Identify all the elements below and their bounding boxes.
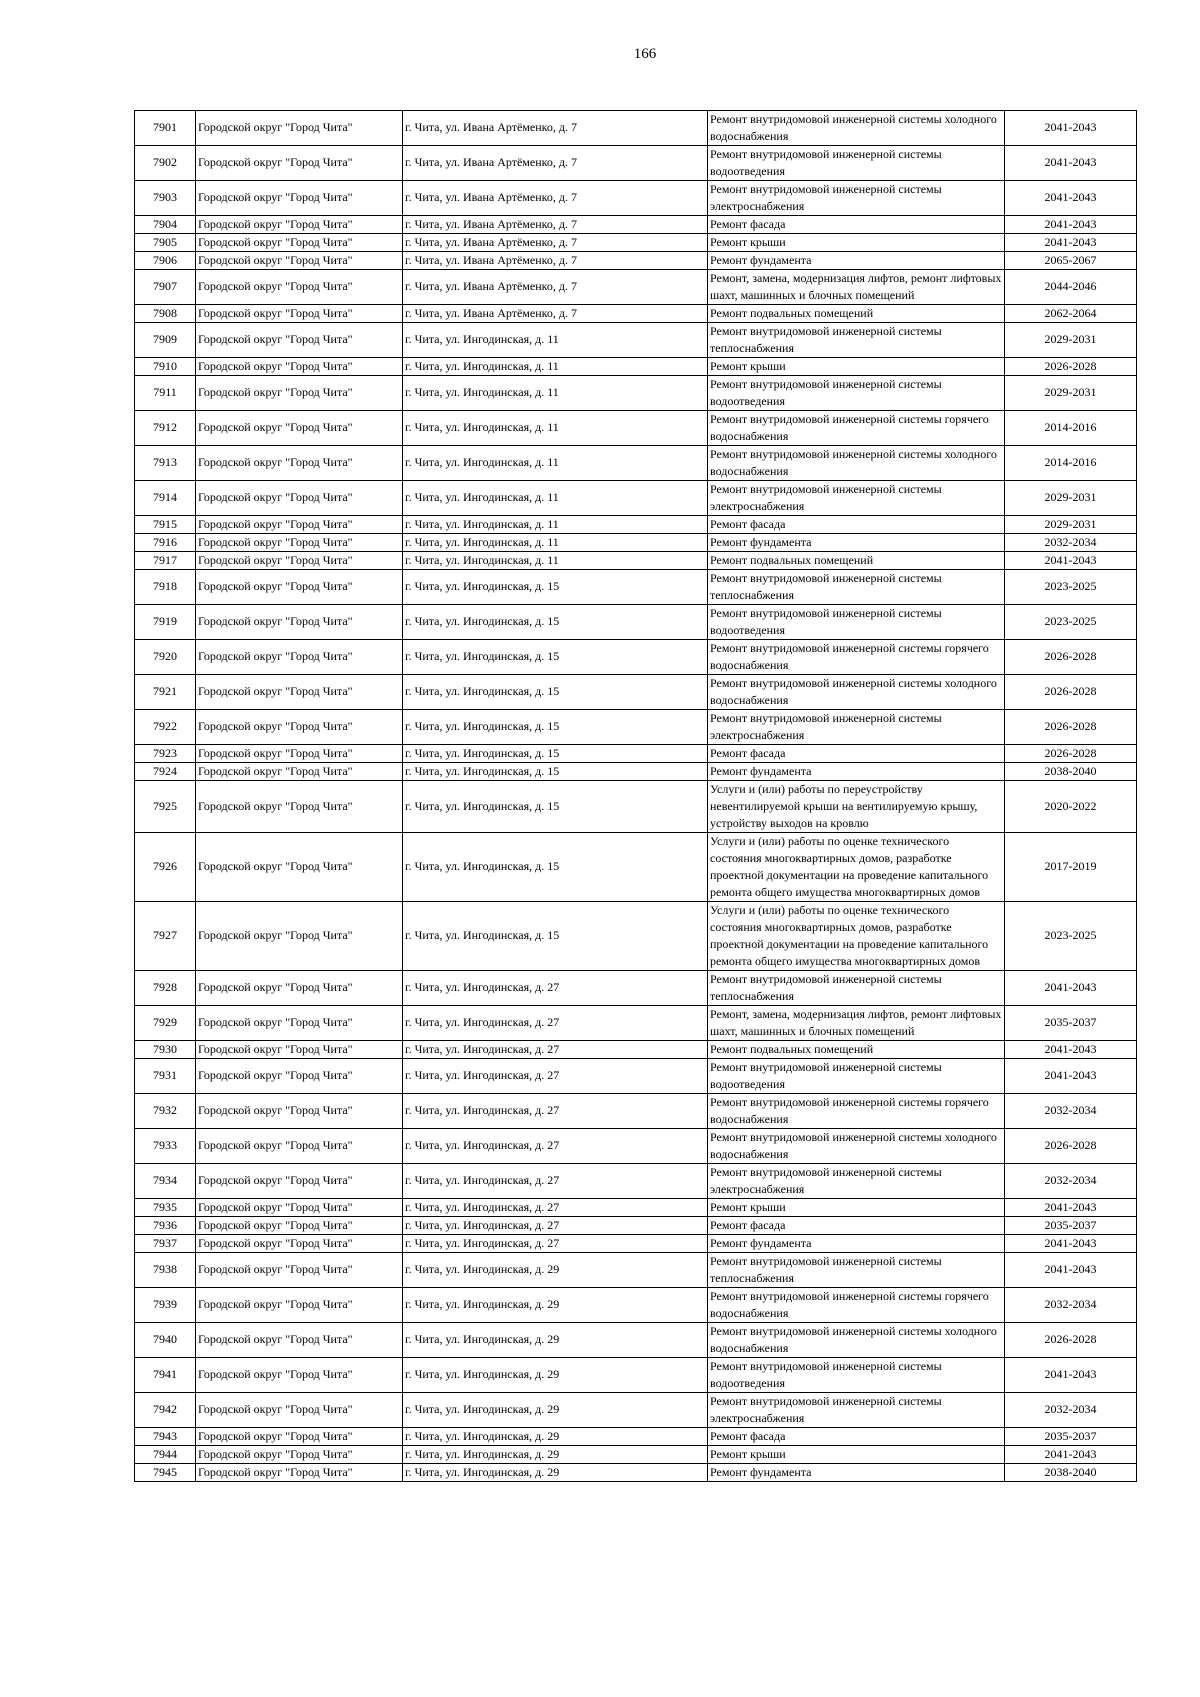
municipality-cell: Городской округ "Город Чита"	[196, 234, 403, 252]
years-cell: 2023-2025	[1005, 902, 1137, 971]
years-cell: 2041-2043	[1005, 216, 1137, 234]
years-cell: 2014-2016	[1005, 411, 1137, 446]
municipality-cell: Городской округ "Город Чита"	[196, 1464, 403, 1482]
municipality-cell: Городской округ "Город Чита"	[196, 781, 403, 833]
work-type-cell: Ремонт внутридомовой инженерной системы электроснабжения	[708, 1393, 1005, 1428]
address-cell: г. Чита, ул. Ингодинская, д. 27	[403, 1006, 708, 1041]
address-cell: г. Чита, ул. Ингодинская, д. 15	[403, 710, 708, 745]
address-cell: г. Чита, ул. Ивана Артёменко, д. 7	[403, 305, 708, 323]
work-type-cell: Ремонт фундамента	[708, 763, 1005, 781]
table-row	[135, 376, 1137, 411]
address-cell: г. Чита, ул. Ингодинская, д. 11	[403, 516, 708, 534]
years-cell: 2023-2025	[1005, 570, 1137, 605]
table-row	[135, 1253, 1137, 1288]
years-cell: 2041-2043	[1005, 234, 1137, 252]
row-number: 7928	[135, 971, 196, 1006]
address-cell: г. Чита, ул. Ингодинская, д. 27	[403, 1059, 708, 1094]
municipality-cell: Городской округ "Город Чита"	[196, 216, 403, 234]
table-row	[135, 252, 1137, 270]
municipality-cell: Городской округ "Город Чита"	[196, 270, 403, 305]
years-cell: 2032-2034	[1005, 1393, 1137, 1428]
work-type-cell: Ремонт внутридомовой инженерной системы теплоснабжения	[708, 570, 1005, 605]
address-cell: г. Чита, ул. Ингодинская, д. 15	[403, 640, 708, 675]
row-number: 7920	[135, 640, 196, 675]
address-cell: г. Чита, ул. Ингодинская, д. 27	[403, 1199, 708, 1217]
years-cell: 2026-2028	[1005, 710, 1137, 745]
years-cell: 2029-2031	[1005, 376, 1137, 411]
municipality-cell: Городской округ "Город Чита"	[196, 1358, 403, 1393]
work-type-cell: Ремонт подвальных помещений	[708, 552, 1005, 570]
work-type-cell: Ремонт внутридомовой инженерной системы теплоснабжения	[708, 323, 1005, 358]
work-type-cell: Ремонт крыши	[708, 1446, 1005, 1464]
address-cell: г. Чита, ул. Ингодинская, д. 29	[403, 1393, 708, 1428]
municipality-cell: Городской округ "Город Чита"	[196, 552, 403, 570]
municipality-cell: Городской округ "Город Чита"	[196, 745, 403, 763]
municipality-cell: Городской округ "Город Чита"	[196, 605, 403, 640]
work-type-cell: Ремонт внутридомовой инженерной системы холодного водоснабжения	[708, 111, 1005, 146]
work-type-cell: Ремонт, замена, модернизация лифтов, ремонт лифтовых шахт, машинных и блочных помещений	[708, 1006, 1005, 1041]
table-row	[135, 552, 1137, 570]
table-row	[135, 1217, 1137, 1235]
address-cell: г. Чита, ул. Ивана Артёменко, д. 7	[403, 252, 708, 270]
table-row	[135, 516, 1137, 534]
work-type-cell: Ремонт внутридомовой инженерной системы водоотведения	[708, 1358, 1005, 1393]
municipality-cell: Городской округ "Город Чита"	[196, 1164, 403, 1199]
table-row	[135, 1059, 1137, 1094]
row-number: 7929	[135, 1006, 196, 1041]
address-cell: г. Чита, ул. Ивана Артёменко, д. 7	[403, 181, 708, 216]
address-cell: г. Чита, ул. Ингодинская, д. 11	[403, 376, 708, 411]
table-row	[135, 902, 1137, 971]
work-type-cell: Ремонт внутридомовой инженерной системы электроснабжения	[708, 1164, 1005, 1199]
work-type-cell: Ремонт внутридомовой инженерной системы электроснабжения	[708, 481, 1005, 516]
work-type-cell: Ремонт крыши	[708, 234, 1005, 252]
row-number: 7922	[135, 710, 196, 745]
row-number: 7924	[135, 763, 196, 781]
work-type-cell: Услуги и (или) работы по оценке технического состояния многоквартирных домов, разработке проектной документации на проведение капитального ремонта общего имущества многоквартирных домов	[708, 833, 1005, 902]
row-number: 7934	[135, 1164, 196, 1199]
address-cell: г. Чита, ул. Ингодинская, д. 15	[403, 745, 708, 763]
address-cell: г. Чита, ул. Ингодинская, д. 15	[403, 763, 708, 781]
work-type-cell: Ремонт фундамента	[708, 534, 1005, 552]
municipality-cell: Городской округ "Город Чита"	[196, 675, 403, 710]
work-type-cell: Ремонт внутридомовой инженерной системы холодного водоснабжения	[708, 1129, 1005, 1164]
years-cell: 2041-2043	[1005, 1446, 1137, 1464]
municipality-cell: Городской округ "Город Чита"	[196, 971, 403, 1006]
address-cell: г. Чита, ул. Ивана Артёменко, д. 7	[403, 111, 708, 146]
row-number: 7902	[135, 146, 196, 181]
address-cell: г. Чита, ул. Ингодинская, д. 29	[403, 1446, 708, 1464]
table-row	[135, 446, 1137, 481]
row-number: 7921	[135, 675, 196, 710]
address-cell: г. Чита, ул. Ивана Артёменко, д. 7	[403, 216, 708, 234]
table-row	[135, 305, 1137, 323]
work-type-cell: Ремонт фундамента	[708, 252, 1005, 270]
work-type-cell: Ремонт внутридомовой инженерной системы водоотведения	[708, 146, 1005, 181]
years-cell: 2023-2025	[1005, 605, 1137, 640]
work-type-cell: Ремонт внутридомовой инженерной системы холодного водоснабжения	[708, 675, 1005, 710]
municipality-cell: Городской округ "Город Чита"	[196, 1217, 403, 1235]
years-cell: 2041-2043	[1005, 1199, 1137, 1217]
address-cell: г. Чита, ул. Ингодинская, д. 15	[403, 781, 708, 833]
years-cell: 2026-2028	[1005, 675, 1137, 710]
years-cell: 2041-2043	[1005, 1041, 1137, 1059]
work-type-cell: Ремонт подвальных помещений	[708, 305, 1005, 323]
table-row	[135, 971, 1137, 1006]
municipality-cell: Городской округ "Город Чита"	[196, 833, 403, 902]
work-type-cell: Ремонт крыши	[708, 358, 1005, 376]
years-cell: 2041-2043	[1005, 1358, 1137, 1393]
address-cell: г. Чита, ул. Ингодинская, д. 27	[403, 1235, 708, 1253]
work-type-cell: Ремонт внутридомовой инженерной системы холодного водоснабжения	[708, 446, 1005, 481]
years-cell: 2029-2031	[1005, 481, 1137, 516]
row-number: 7942	[135, 1393, 196, 1428]
work-type-cell: Ремонт подвальных помещений	[708, 1041, 1005, 1059]
row-number: 7910	[135, 358, 196, 376]
work-type-cell: Ремонт фундамента	[708, 1235, 1005, 1253]
table-row	[135, 1288, 1137, 1323]
table-row	[135, 323, 1137, 358]
table-row	[135, 781, 1137, 833]
table-body	[135, 111, 1137, 1482]
address-cell: г. Чита, ул. Ингодинская, д. 11	[403, 552, 708, 570]
municipality-cell: Городской округ "Город Чита"	[196, 1428, 403, 1446]
address-cell: г. Чита, ул. Ингодинская, д. 11	[403, 446, 708, 481]
years-cell: 2026-2028	[1005, 1129, 1137, 1164]
years-cell: 2026-2028	[1005, 1323, 1137, 1358]
municipality-cell: Городской округ "Город Чита"	[196, 1253, 403, 1288]
municipality-cell: Городской округ "Город Чита"	[196, 902, 403, 971]
municipality-cell: Городской округ "Город Чита"	[196, 305, 403, 323]
municipality-cell: Городской округ "Город Чита"	[196, 1235, 403, 1253]
table-row	[135, 270, 1137, 305]
table-row	[135, 833, 1137, 902]
table-row	[135, 605, 1137, 640]
table-row	[135, 640, 1137, 675]
table-row	[135, 1006, 1137, 1041]
years-cell: 2065-2067	[1005, 252, 1137, 270]
years-cell: 2014-2016	[1005, 446, 1137, 481]
row-number: 7908	[135, 305, 196, 323]
row-number: 7945	[135, 1464, 196, 1482]
table-row	[135, 710, 1137, 745]
row-number: 7904	[135, 216, 196, 234]
years-cell: 2026-2028	[1005, 640, 1137, 675]
table-row	[135, 534, 1137, 552]
row-number: 7926	[135, 833, 196, 902]
table-row	[135, 1446, 1137, 1464]
municipality-cell: Городской округ "Город Чита"	[196, 1129, 403, 1164]
address-cell: г. Чита, ул. Ивана Артёменко, д. 7	[403, 146, 708, 181]
table-row	[135, 1235, 1137, 1253]
row-number: 7933	[135, 1129, 196, 1164]
work-type-cell: Ремонт фундамента	[708, 1464, 1005, 1482]
municipality-cell: Городской округ "Город Чита"	[196, 1199, 403, 1217]
table-row	[135, 181, 1137, 216]
years-cell: 2041-2043	[1005, 146, 1137, 181]
table-row	[135, 358, 1137, 376]
address-cell: г. Чита, ул. Ингодинская, д. 11	[403, 481, 708, 516]
years-cell: 2041-2043	[1005, 1253, 1137, 1288]
years-cell: 2041-2043	[1005, 1059, 1137, 1094]
years-cell: 2041-2043	[1005, 181, 1137, 216]
work-type-cell: Ремонт фасада	[708, 1428, 1005, 1446]
work-type-cell: Ремонт внутридомовой инженерной системы теплоснабжения	[708, 971, 1005, 1006]
table-row	[135, 1464, 1137, 1482]
years-cell: 2026-2028	[1005, 745, 1137, 763]
municipality-cell: Городской округ "Город Чита"	[196, 411, 403, 446]
address-cell: г. Чита, ул. Ингодинская, д. 11	[403, 534, 708, 552]
row-number: 7909	[135, 323, 196, 358]
municipality-cell: Городской округ "Город Чита"	[196, 763, 403, 781]
row-number: 7936	[135, 1217, 196, 1235]
years-cell: 2038-2040	[1005, 1464, 1137, 1482]
work-type-cell: Ремонт внутридомовой инженерной системы горячего водоснабжения	[708, 1288, 1005, 1323]
work-type-cell: Ремонт крыши	[708, 1199, 1005, 1217]
work-type-cell: Ремонт фасада	[708, 216, 1005, 234]
address-cell: г. Чита, ул. Ингодинская, д. 11	[403, 358, 708, 376]
repair-schedule-table	[134, 110, 1137, 1482]
work-type-cell: Ремонт внутридомовой инженерной системы электроснабжения	[708, 710, 1005, 745]
municipality-cell: Городской округ "Город Чита"	[196, 570, 403, 605]
years-cell: 2041-2043	[1005, 111, 1137, 146]
row-number: 7938	[135, 1253, 196, 1288]
municipality-cell: Городской округ "Город Чита"	[196, 1446, 403, 1464]
row-number: 7935	[135, 1199, 196, 1217]
municipality-cell: Городской округ "Город Чита"	[196, 516, 403, 534]
years-cell: 2038-2040	[1005, 763, 1137, 781]
row-number: 7923	[135, 745, 196, 763]
row-number: 7912	[135, 411, 196, 446]
address-cell: г. Чита, ул. Ингодинская, д. 27	[403, 971, 708, 1006]
table-row	[135, 1428, 1137, 1446]
years-cell: 2041-2043	[1005, 552, 1137, 570]
work-type-cell: Ремонт фасада	[708, 1217, 1005, 1235]
address-cell: г. Чита, ул. Ингодинская, д. 15	[403, 902, 708, 971]
table-row	[135, 1358, 1137, 1393]
municipality-cell: Городской округ "Город Чита"	[196, 146, 403, 181]
work-type-cell: Услуги и (или) работы по переустройству невентилируемой крыши на вентилируемую крышу, устройству выходов на кровлю	[708, 781, 1005, 833]
work-type-cell: Ремонт внутридомовой инженерной системы теплоснабжения	[708, 1253, 1005, 1288]
table-row	[135, 146, 1137, 181]
municipality-cell: Городской округ "Город Чита"	[196, 358, 403, 376]
table-row	[135, 675, 1137, 710]
municipality-cell: Городской округ "Город Чита"	[196, 446, 403, 481]
municipality-cell: Городской округ "Город Чита"	[196, 111, 403, 146]
years-cell: 2017-2019	[1005, 833, 1137, 902]
municipality-cell: Городской округ "Город Чита"	[196, 481, 403, 516]
years-cell: 2041-2043	[1005, 971, 1137, 1006]
years-cell: 2041-2043	[1005, 1235, 1137, 1253]
address-cell: г. Чита, ул. Ингодинская, д. 15	[403, 605, 708, 640]
work-type-cell: Ремонт, замена, модернизация лифтов, ремонт лифтовых шахт, машинных и блочных помещений	[708, 270, 1005, 305]
address-cell: г. Чита, ул. Ингодинская, д. 27	[403, 1129, 708, 1164]
table-row	[135, 111, 1137, 146]
row-number: 7937	[135, 1235, 196, 1253]
table-row	[135, 1323, 1137, 1358]
row-number: 7905	[135, 234, 196, 252]
years-cell: 2026-2028	[1005, 358, 1137, 376]
years-cell: 2062-2064	[1005, 305, 1137, 323]
work-type-cell: Ремонт внутридомовой инженерной системы горячего водоснабжения	[708, 411, 1005, 446]
row-number: 7918	[135, 570, 196, 605]
row-number: 7914	[135, 481, 196, 516]
page-number: 166	[633, 46, 657, 62]
address-cell: г. Чита, ул. Ингодинская, д. 15	[403, 675, 708, 710]
row-number: 7913	[135, 446, 196, 481]
municipality-cell: Городской округ "Город Чита"	[196, 1006, 403, 1041]
years-cell: 2029-2031	[1005, 323, 1137, 358]
table-row	[135, 570, 1137, 605]
row-number: 7930	[135, 1041, 196, 1059]
municipality-cell: Городской округ "Город Чита"	[196, 534, 403, 552]
row-number: 7917	[135, 552, 196, 570]
row-number: 7943	[135, 1428, 196, 1446]
row-number: 7906	[135, 252, 196, 270]
years-cell: 2032-2034	[1005, 1288, 1137, 1323]
years-cell: 2032-2034	[1005, 1164, 1137, 1199]
years-cell: 2044-2046	[1005, 270, 1137, 305]
work-type-cell: Ремонт внутридомовой инженерной системы горячего водоснабжения	[708, 640, 1005, 675]
table-row	[135, 745, 1137, 763]
years-cell: 2032-2034	[1005, 534, 1137, 552]
municipality-cell: Городской округ "Город Чита"	[196, 1094, 403, 1129]
table-row	[135, 1129, 1137, 1164]
row-number: 7940	[135, 1323, 196, 1358]
address-cell: г. Чита, ул. Ингодинская, д. 29	[403, 1428, 708, 1446]
municipality-cell: Городской округ "Город Чита"	[196, 1041, 403, 1059]
municipality-cell: Городской округ "Город Чита"	[196, 1393, 403, 1428]
years-cell: 2035-2037	[1005, 1217, 1137, 1235]
municipality-cell: Городской округ "Город Чита"	[196, 323, 403, 358]
address-cell: г. Чита, ул. Ингодинская, д. 29	[403, 1358, 708, 1393]
row-number: 7915	[135, 516, 196, 534]
row-number: 7901	[135, 111, 196, 146]
municipality-cell: Городской округ "Город Чита"	[196, 710, 403, 745]
municipality-cell: Городской округ "Город Чита"	[196, 640, 403, 675]
row-number: 7941	[135, 1358, 196, 1393]
row-number: 7931	[135, 1059, 196, 1094]
years-cell: 2035-2037	[1005, 1006, 1137, 1041]
row-number: 7944	[135, 1446, 196, 1464]
work-type-cell: Ремонт фасада	[708, 745, 1005, 763]
work-type-cell: Ремонт внутридомовой инженерной системы горячего водоснабжения	[708, 1094, 1005, 1129]
municipality-cell: Городской округ "Город Чита"	[196, 252, 403, 270]
address-cell: г. Чита, ул. Ингодинская, д. 27	[403, 1217, 708, 1235]
address-cell: г. Чита, ул. Ингодинская, д. 11	[403, 411, 708, 446]
municipality-cell: Городской округ "Город Чита"	[196, 1059, 403, 1094]
municipality-cell: Городской округ "Город Чита"	[196, 1288, 403, 1323]
address-cell: г. Чита, ул. Ингодинская, д. 29	[403, 1464, 708, 1482]
municipality-cell: Городской округ "Город Чита"	[196, 1323, 403, 1358]
row-number: 7927	[135, 902, 196, 971]
address-cell: г. Чита, ул. Ингодинская, д. 15	[403, 570, 708, 605]
row-number: 7932	[135, 1094, 196, 1129]
table-row	[135, 1041, 1137, 1059]
work-type-cell: Ремонт внутридомовой инженерной системы водоотведения	[708, 376, 1005, 411]
row-number: 7925	[135, 781, 196, 833]
address-cell: г. Чита, ул. Ингодинская, д. 11	[403, 323, 708, 358]
address-cell: г. Чита, ул. Ингодинская, д. 27	[403, 1041, 708, 1059]
years-cell: 2032-2034	[1005, 1094, 1137, 1129]
work-type-cell: Услуги и (или) работы по оценке технического состояния многоквартирных домов, разработке проектной документации на проведение капитального ремонта общего имущества многоквартирных домов	[708, 902, 1005, 971]
address-cell: г. Чита, ул. Ингодинская, д. 29	[403, 1323, 708, 1358]
row-number: 7903	[135, 181, 196, 216]
years-cell: 2035-2037	[1005, 1428, 1137, 1446]
table-row	[135, 234, 1137, 252]
work-type-cell: Ремонт внутридомовой инженерной системы водоотведения	[708, 1059, 1005, 1094]
table-row	[135, 1393, 1137, 1428]
work-type-cell: Ремонт внутридомовой инженерной системы водоотведения	[708, 605, 1005, 640]
row-number: 7916	[135, 534, 196, 552]
years-cell: 2029-2031	[1005, 516, 1137, 534]
address-cell: г. Чита, ул. Ингодинская, д. 29	[403, 1288, 708, 1323]
row-number: 7939	[135, 1288, 196, 1323]
table-row	[135, 763, 1137, 781]
years-cell: 2020-2022	[1005, 781, 1137, 833]
address-cell: г. Чита, ул. Ингодинская, д. 15	[403, 833, 708, 902]
work-type-cell: Ремонт внутридомовой инженерной системы электроснабжения	[708, 181, 1005, 216]
table-row	[135, 481, 1137, 516]
work-type-cell: Ремонт фасада	[708, 516, 1005, 534]
table-row	[135, 1094, 1137, 1129]
row-number: 7911	[135, 376, 196, 411]
table-row	[135, 1199, 1137, 1217]
address-cell: г. Чита, ул. Ингодинская, д. 27	[403, 1094, 708, 1129]
row-number: 7907	[135, 270, 196, 305]
municipality-cell: Городской округ "Город Чита"	[196, 181, 403, 216]
address-cell: г. Чита, ул. Ингодинская, д. 29	[403, 1253, 708, 1288]
address-cell: г. Чита, ул. Ивана Артёменко, д. 7	[403, 270, 708, 305]
row-number: 7919	[135, 605, 196, 640]
table-row	[135, 1164, 1137, 1199]
table-row	[135, 216, 1137, 234]
table-row	[135, 411, 1137, 446]
address-cell: г. Чита, ул. Ивана Артёменко, д. 7	[403, 234, 708, 252]
work-type-cell: Ремонт внутридомовой инженерной системы холодного водоснабжения	[708, 1323, 1005, 1358]
address-cell: г. Чита, ул. Ингодинская, д. 27	[403, 1164, 708, 1199]
municipality-cell: Городской округ "Город Чита"	[196, 376, 403, 411]
